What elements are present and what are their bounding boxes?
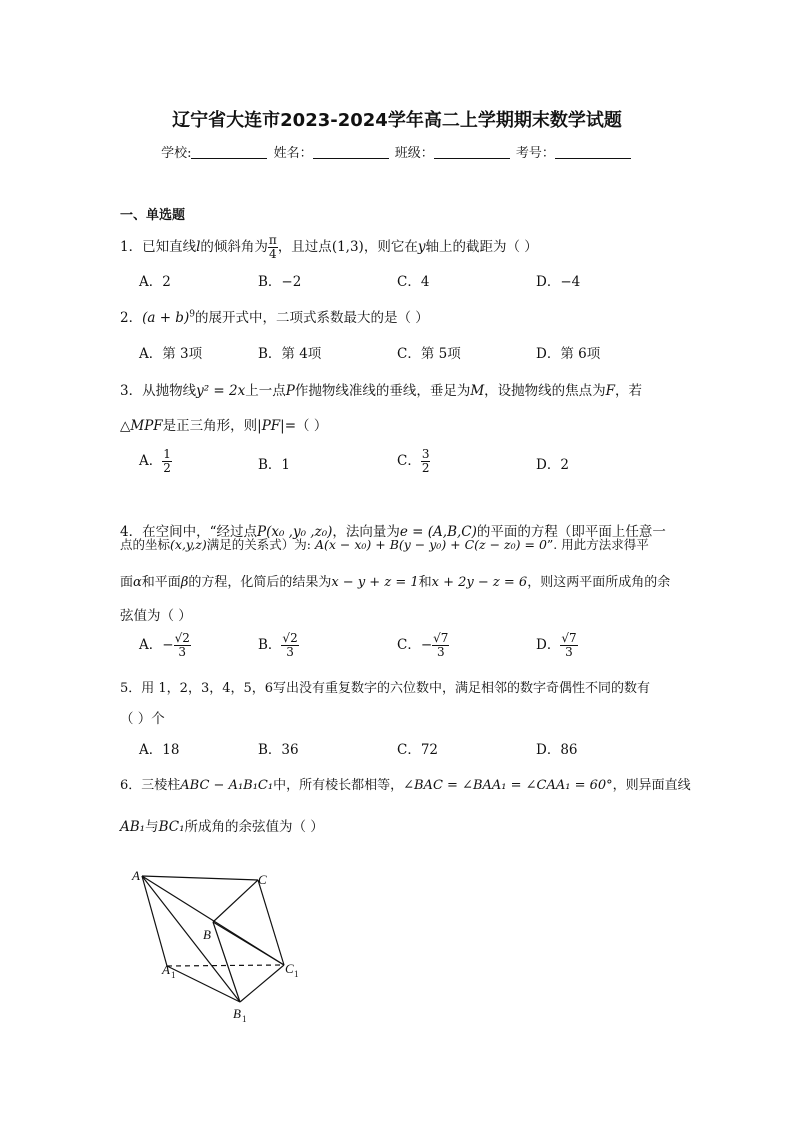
label-c1-sub: 1 xyxy=(294,969,299,979)
q1-frac-den: 4 xyxy=(269,247,277,262)
class-label: 班级： xyxy=(394,146,434,161)
q1-text-c: ，且过点 xyxy=(277,239,332,256)
q4-text-d: 点的坐标 xyxy=(120,537,171,552)
q6-angles: ∠BAC = ∠BAA₁ = ∠CAA₁ = 60° xyxy=(403,778,613,793)
label-a1-sub: 1 xyxy=(171,970,176,980)
question-6-line-1 xyxy=(120,774,691,793)
q3-parabola: y² = 2x xyxy=(196,383,246,399)
q1-text-b: 的倾斜角为 xyxy=(200,239,268,256)
q4-point: P(x₀ ,y₀ ,z₀) xyxy=(257,524,333,540)
question-2 xyxy=(120,306,429,326)
q1-option-c: C．4 xyxy=(397,274,430,290)
q3-option-d: D．2 xyxy=(536,457,569,473)
school-label: 学校: xyxy=(161,146,192,161)
q3-option-a-fraction xyxy=(162,448,172,475)
q3-option-a xyxy=(139,448,172,475)
q4-text-f: ”. 用此方法求得平 xyxy=(546,537,649,552)
q4-d-label: D． xyxy=(536,637,561,654)
q4-coords: (x,y,z) xyxy=(170,537,207,552)
q5-option-a: A．18 xyxy=(139,742,180,758)
label-a: A xyxy=(132,868,140,883)
q4-c-fraction xyxy=(432,632,449,659)
q4-text-j: 和 xyxy=(418,575,432,590)
q2-option-c: C．第 5项 xyxy=(397,346,461,362)
question-1 xyxy=(120,234,538,261)
q1-var-l: l xyxy=(196,239,201,256)
q1-frac-num: π xyxy=(268,233,277,247)
q5-option-c: C．72 xyxy=(397,742,439,758)
edge-ac xyxy=(142,876,258,880)
q4-plane-1: x − y + z = 1 xyxy=(331,575,419,590)
page-title: 辽宁省大连市2023-2024学年高二上学期期末数学试题 xyxy=(172,110,622,131)
q3-c-den: 2 xyxy=(421,461,430,476)
prism-figure xyxy=(120,860,320,1030)
label-b1: B xyxy=(233,1006,241,1021)
q3-text-a: 3．从抛物线 xyxy=(120,383,197,399)
q4-a-num: √2 xyxy=(174,631,190,645)
q3-option-c xyxy=(397,448,430,475)
q3-option-b: B．1 xyxy=(258,457,291,473)
q3-option-a-label: A． xyxy=(139,453,163,470)
q4-text-g: 面 xyxy=(120,575,134,590)
q4-d-fraction xyxy=(560,632,577,659)
q1-option-d: D．−4 xyxy=(536,274,581,290)
student-info-line xyxy=(0,142,794,161)
q3-triangle: △MPF xyxy=(120,418,163,434)
q1-option-b: B．−2 xyxy=(258,274,302,290)
q3-text-f: 是正三角形，则 xyxy=(162,418,258,434)
q1-fraction xyxy=(268,234,278,261)
q2-exponent: 9 xyxy=(189,309,195,320)
q1-option-a: A．2 xyxy=(139,274,171,290)
q3-var-m: M xyxy=(470,383,485,399)
q3-a-num: 1 xyxy=(163,447,171,461)
q5-option-d: D．86 xyxy=(536,742,578,758)
q4-option-d xyxy=(536,632,578,659)
label-c1: C xyxy=(285,961,294,976)
q4-equation: A(x − x₀) + B(y − y₀) + C(z − z₀) = 0 xyxy=(314,537,547,552)
q4-option-a xyxy=(139,632,191,659)
q3-option-c-fraction xyxy=(421,448,431,475)
exam-number-label: 考号： xyxy=(515,146,555,161)
q3-option-c-label: C． xyxy=(397,453,421,470)
q2-option-d: D．第 6项 xyxy=(536,346,601,362)
q3-text-d: ，设抛物线的焦点为 xyxy=(484,383,606,399)
name-blank xyxy=(313,146,389,159)
q4-text-k: ，则这两平面所成角的余 xyxy=(527,575,671,590)
q4-option-c xyxy=(397,632,449,659)
edge-ab1 xyxy=(142,876,240,1002)
q4-b-den: 3 xyxy=(286,645,294,660)
label-a1: A xyxy=(162,962,170,977)
question-5-line-1: 5．用 1，2，3，4，5，6写出没有重复数字的六位数中，满足相邻的数字奇偶性不同的数有 xyxy=(120,681,651,696)
q1-text-e: 轴上的截距为（ ） xyxy=(425,239,538,256)
q4-c-label: C．− xyxy=(397,637,433,654)
q4-text-b: ，法向量为 xyxy=(332,524,400,540)
q4-text-h: 和平面 xyxy=(141,575,181,590)
q4-d-num: √7 xyxy=(561,631,577,645)
q4-b-num: √2 xyxy=(282,631,298,645)
label-b: B xyxy=(203,927,211,942)
q3-var-f: F xyxy=(605,383,616,399)
q3-var-p: P xyxy=(285,383,295,399)
question-4-line-2 xyxy=(120,535,649,553)
q1-point: (1,3) xyxy=(331,239,364,256)
school-blank xyxy=(191,146,267,159)
q4-alpha: α xyxy=(133,575,142,590)
question-3-line-1 xyxy=(120,379,642,399)
q1-text-d: ，则它在 xyxy=(363,239,418,256)
q3-text-b: 上一点 xyxy=(245,383,286,399)
q2-text-b: 的展开式中，二项式系数最大的是（ ） xyxy=(194,310,429,326)
q4-d-den: 3 xyxy=(565,645,573,660)
q3-a-den: 2 xyxy=(163,461,171,476)
q3-text-g: =（ ） xyxy=(284,418,328,434)
edge-bb1 xyxy=(213,922,240,1002)
q4-b-label: B． xyxy=(258,637,282,654)
q4-normal: e = (A,B,C) xyxy=(399,524,477,540)
q2-option-b: B．第 4项 xyxy=(258,346,322,362)
q4-text-i: 的方程，化简后的结果为 xyxy=(188,575,332,590)
q2-expr: (a + b) xyxy=(142,310,190,326)
q1-var-y: y xyxy=(417,239,426,256)
exam-number-blank xyxy=(555,146,631,159)
q4-text-c: 的平面的方程（即平面上任意一 xyxy=(476,524,666,540)
q3-text-c: 作抛物线准线的垂线，垂足为 xyxy=(294,383,471,399)
edge-cb xyxy=(213,880,258,922)
question-4-line-4: 弦值为（ ） xyxy=(120,608,192,624)
q6-bc1: BC₁ xyxy=(158,819,185,835)
q6-text-d: 与 xyxy=(145,819,159,835)
label-b1-sub: 1 xyxy=(242,1014,247,1024)
edge-a1c1-hidden xyxy=(167,965,284,966)
name-label: 姓名： xyxy=(273,146,313,161)
q6-text-c: ，则异面直线 xyxy=(612,778,691,793)
q6-prism: ABC − A₁B₁C₁ xyxy=(180,778,274,793)
section-heading: 一、单选题 xyxy=(120,208,186,223)
class-blank xyxy=(434,146,510,159)
label-c: C xyxy=(258,872,267,887)
q4-option-b xyxy=(258,632,299,659)
question-6-line-2 xyxy=(120,815,324,835)
q6-text-a: 6．三棱柱 xyxy=(120,778,181,793)
q4-a-fraction xyxy=(174,632,191,659)
q4-b-fraction xyxy=(281,632,298,659)
q4-text-a: 4．在空间中，“经过点 xyxy=(120,524,257,540)
q6-ab1: AB₁ xyxy=(120,819,146,835)
question-3-line-2 xyxy=(120,414,327,434)
q6-text-e: 所成角的余弦值为（ ） xyxy=(184,819,324,835)
q4-beta: β xyxy=(180,575,189,590)
edge-c1b1 xyxy=(240,965,284,1002)
q4-plane-2: x + 2y − z = 6 xyxy=(431,575,528,590)
q3-pf: |PF| xyxy=(257,418,285,434)
q4-c-den: 3 xyxy=(436,645,445,660)
q3-text-e: ，若 xyxy=(615,383,643,399)
question-5-line-2: （ ）个 xyxy=(120,711,165,727)
question-4-line-3 xyxy=(120,571,670,590)
q4-a-label: A．− xyxy=(139,637,174,654)
q6-text-b: 中，所有棱长都相等， xyxy=(273,778,404,793)
q4-c-num: √7 xyxy=(433,631,449,645)
q4-a-den: 3 xyxy=(178,645,187,660)
q2-text-a: 2． xyxy=(120,310,143,326)
q4-text-e: 满足的关系式）为: xyxy=(206,537,311,552)
q3-c-num: 3 xyxy=(421,447,430,461)
q1-text-a: 1．已知直线 xyxy=(120,239,197,256)
q5-option-b: B．36 xyxy=(258,742,299,758)
q2-option-a: A．第 3项 xyxy=(139,346,203,362)
